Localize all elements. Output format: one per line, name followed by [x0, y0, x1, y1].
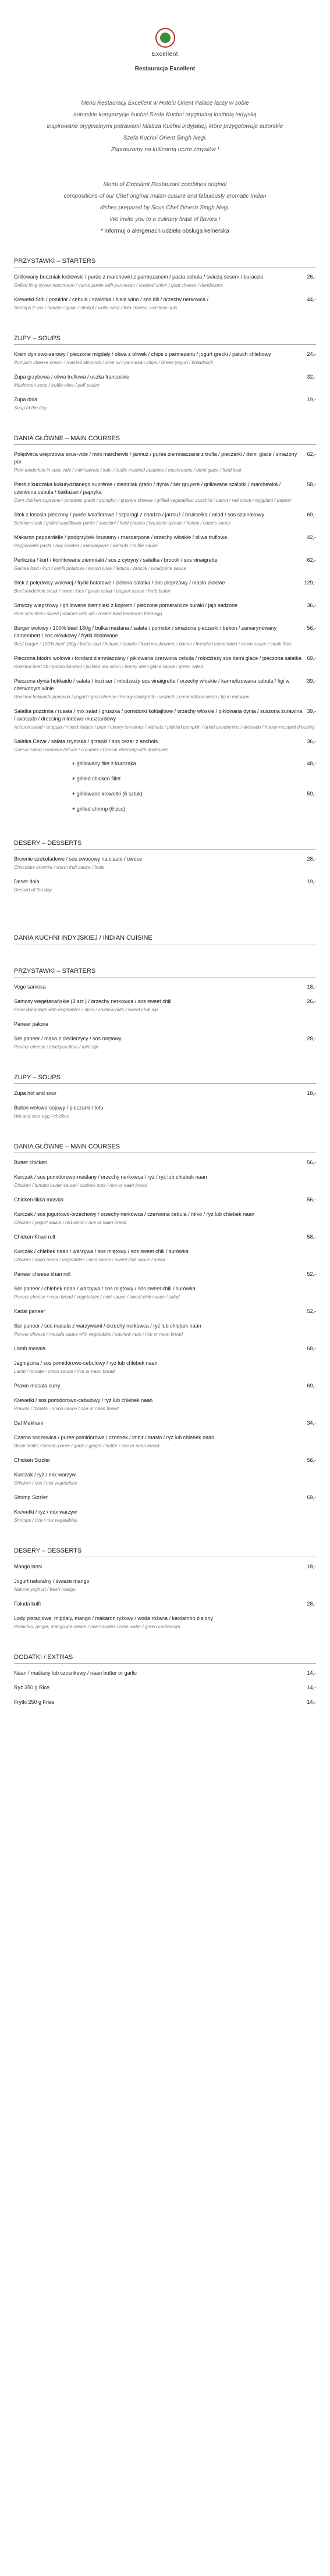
menu-item-description: Chicken / tomato butter sauce / cashew nuts / rice or naan bread — [14, 1183, 148, 1188]
section-title: DODATKI / EXTRAS — [14, 1654, 316, 1664]
menu-item-row — [14, 1578, 316, 1585]
menu-item-name: Zupa dnia — [14, 397, 38, 402]
menu-item — [14, 983, 316, 991]
menu-item-description: Prawns / tomato - onion sauce / rice or naan bread — [14, 1406, 119, 1411]
menu-item-row — [14, 1669, 316, 1677]
logo-emblem — [155, 28, 175, 48]
menu-item-price: 56,- — [307, 1457, 316, 1463]
menu-item-description: Paneer cheese / naan bread / vegetables / mint sauce / sweet chili sauce / salad — [14, 1294, 180, 1300]
menu-item-description: Chicken / yogurt sauce / red onion / rice or naan bread — [14, 1220, 126, 1225]
menu-section — [14, 1654, 316, 1706]
logo-block — [14, 0, 316, 58]
menu-item-price: 18,- — [307, 1090, 316, 1096]
menu-item-description: Mushroom soup / truffle olive / puff pastry — [14, 383, 100, 388]
intro-polish — [14, 98, 316, 156]
menu-item-name: Ser paneer / sos masala z warzywami / orzechy nerkowca / ryż lub chlebek naan — [14, 1323, 201, 1329]
menu-item-price: 14,- — [307, 1685, 316, 1690]
menu-item-name: Stek z łososia pieczony / purée kalafiorowe / szparagi z chorizo / jarmuż / brukselka / miód / sos szpinakowy — [14, 512, 265, 518]
menu-item-row — [14, 373, 316, 381]
menu-item-name: Butter chicken — [14, 1159, 48, 1165]
menu-item-description: Grilled king oyster mushroom / carrot purée with parmesan / roasted onion / goat cheese / dandelions — [14, 283, 223, 288]
menu-item-description: Beef tenderloin steak / sweet fries / green salad / pepper sauce / herb butter — [14, 588, 171, 594]
menu-item — [14, 1248, 316, 1264]
menu-item-price: 19,- — [307, 397, 316, 402]
menu-item — [14, 451, 316, 474]
menu-extra-row — [72, 791, 316, 801]
menu-item-description: Paneer cheese / chickpea flour / mint dip — [14, 1044, 98, 1050]
menu-item — [14, 1211, 316, 1226]
menu-item — [14, 273, 316, 289]
menu-item-description: Pork schnitzel / sliced potatoes with dill / rosted fried beetroot / fried egg — [14, 611, 162, 616]
menu-item — [14, 655, 316, 670]
menu-extra-name: + grillowane krewetki (6 sztuk) — [72, 791, 143, 797]
menu-item-row — [14, 1248, 316, 1255]
menu-item-name: Brownie czekoladowe / sos owocowy na ciasto / owoce — [14, 856, 143, 862]
menu-item-price: 39,- — [307, 678, 316, 684]
menu-item-row — [14, 1308, 316, 1315]
menu-item-row — [14, 738, 316, 745]
menu-extra-name: + grilled shrimp (6 pcs) — [72, 806, 126, 812]
menu-item-price: 68,- — [307, 1346, 316, 1351]
menu-item — [14, 855, 316, 871]
menu-item-price: 19,- — [307, 879, 316, 884]
menu-item-price: 28,- — [307, 856, 316, 862]
menu-item — [14, 708, 316, 731]
menu-item-description: Black lentils / tomato purée / garlic / ginger / butter / rice or naan bread — [14, 1443, 159, 1448]
menu-extra-row — [72, 776, 316, 786]
menu-item — [14, 481, 316, 504]
menu-item-name: Chicken Khari roll — [14, 1234, 55, 1240]
menu-item-description: Shrimps / rice / mix vegetables — [14, 1518, 77, 1523]
menu-item-name: Krewetki Stół / pomidor / cebula / szalotka / biała wino / sos tlili / orzechy nerkowca / — [14, 297, 209, 302]
menu-item-name: Deser dnia — [14, 879, 40, 884]
intro-english — [14, 179, 316, 226]
menu-item — [14, 1308, 316, 1315]
menu-item — [14, 1233, 316, 1241]
menu-item-row — [14, 1471, 316, 1479]
menu-item-price: 42,- — [307, 534, 316, 540]
menu-item-name: Samosy wegetariańskie (3 szt.) / orzechy nerkowca / sos sweet chili — [14, 998, 172, 1004]
menu-item-row — [14, 1104, 316, 1112]
intro-line: Menu of Excellent Restaurant combines original — [103, 181, 227, 188]
menu-item-description: Hot and sour egg / chicken — [14, 1114, 70, 1119]
indian-cuisine-header: DANIA KUCHNI INDYJSKIEJ / INDIAN CUISINE — [14, 934, 316, 944]
menu-item-name: Krem dyniowo-serowy / pieczone migdały / oliwa z oliwek / chips z parmezanu / jogurt grecki / paluch chlebowy — [14, 351, 271, 357]
menu-item-price: 24,- — [307, 351, 316, 357]
intro-line: Szefa Kuchni Orient Singh Negi. — [123, 135, 207, 141]
menu-item — [14, 1600, 316, 1608]
menu-item-name: Burger wołowy / 100% beef 180g / bułka maślana / sałata / pomidor / smażona pieczarki / bekon / zamarynowany camembert / sos ołówkowy / frytki dodawane — [14, 625, 277, 638]
menu-item-name: Paneer cheese khari roll — [14, 1271, 71, 1277]
menu-item-row — [14, 677, 316, 693]
menu-item-row — [14, 396, 316, 404]
menu-item-description: Fried dumplings with vegetables / 3pcs / cashew nuts / sweet chilli dip — [14, 1007, 158, 1012]
menu-item-row — [14, 579, 316, 587]
menu-item-price: 39,- — [307, 708, 316, 714]
menu-item-price: 14,- — [307, 1670, 316, 1676]
menu-item-row — [14, 1173, 316, 1181]
menu-item-row — [14, 556, 316, 564]
menu-item-name: Sałatka Cezar / sałata rzymska / grzanki / sos cezar z anchois — [14, 738, 158, 744]
menu-item-name: Pierś z kurczaka kukurydzianego suprême / ziemniak gratin / dynia / ser gruyere / grillowane szalotki / marchewka / czerwona cebula / bakłażan / papryka — [14, 481, 281, 495]
menu-item-name: Pieczona biodro wołowe / fondant ziemniaczany / piklowana czerwona cebula / młodzieży sos demi glace / pieczona sałatka — [14, 655, 301, 661]
menu-item-name: Kurczak / chlebek naan / warzywa / sos miętowy / sos sweet chili / surówka — [14, 1248, 189, 1254]
menu-section — [14, 258, 316, 312]
menu-item-price: 32,- — [307, 374, 316, 380]
menu-item — [14, 1035, 316, 1051]
menu-item — [14, 1508, 316, 1524]
menu-section — [14, 840, 316, 894]
menu-item-row — [14, 1035, 316, 1043]
menu-item-row — [14, 1699, 316, 1706]
menu-extra-price: 48,- — [307, 761, 316, 766]
menu-item-description: Natural yoghurt / fresh mango — [14, 1587, 76, 1592]
menu-item-price: 28,- — [307, 1036, 316, 1041]
menu-item-description: Caesar salad / romaine lettuce / croutons / Caesar dressing with anchovies — [14, 747, 169, 752]
menu-item-row — [14, 1600, 316, 1608]
section-title: ZUPY – SOUPS — [14, 335, 316, 345]
menu-item — [14, 1173, 316, 1189]
menu-item — [14, 511, 316, 527]
menu-item-description: Chocolate brownie / warm fruit sauce / fruits — [14, 865, 105, 870]
menu-item-row — [14, 1382, 316, 1390]
menu-item — [14, 625, 316, 648]
menu-item-name: Vege samosa — [14, 984, 46, 990]
menu-item-price: 58,- — [307, 1234, 316, 1240]
menu-item-row — [14, 1494, 316, 1501]
menu-item-description: Paneer cheese / masala sauce with vegetables / cashew nuts / rice or naan bread — [14, 1332, 183, 1337]
menu-item-name: Grillowany boczniak królewski / purée z marchewki z parmezanem / pasta cebula / świeżą sosem / buraczki — [14, 274, 264, 280]
menu-item-description: Shrimps // sos / tomato / garlic / shallot / white wine / feta cheese / cashew nuts — [14, 305, 178, 311]
intro-line: dishes prepared by Sous Chef Dinesh Singh Negi. — [100, 205, 230, 211]
menu-item-row — [14, 1434, 316, 1442]
menu-item-price: 18,- — [307, 984, 316, 990]
menu-item-name: Jogurt naturalny / świeże mango — [14, 1578, 90, 1584]
menu-item — [14, 677, 316, 701]
menu-item-price: 34,- — [307, 1420, 316, 1426]
menu-item-row — [14, 625, 316, 640]
menu-item — [14, 373, 316, 389]
menu-item-price: 44,- — [307, 297, 316, 302]
menu-item-row — [14, 1615, 316, 1622]
menu-item-name: Krewetki / ryż / mix warzyw — [14, 1509, 77, 1515]
menu-item-price: 69,- — [307, 1383, 316, 1389]
section-title: DANIA GŁÓWNE – MAIN COURSES — [14, 435, 316, 445]
menu-extra-name: + grillowany filet z kurczaka — [72, 761, 136, 766]
menu-extra-row — [72, 806, 316, 816]
menu-item-price: 69,- — [307, 1494, 316, 1500]
menu-item — [14, 396, 316, 412]
menu-item-name: Chicken Sizzler — [14, 1457, 51, 1463]
menu-item — [14, 1382, 316, 1390]
menu-item-row — [14, 1397, 316, 1404]
main-menu — [14, 258, 316, 894]
menu-item-name: Kurczak / ryż / mix warzyw — [14, 1472, 76, 1478]
section-title: DESERY – DESSERTS — [14, 1547, 316, 1557]
menu-item-name: Polędwica wieprzowa sous-vide / mini marchewki / jarmuż / purée ziemniaczane z trufla / pieczarki / demi glace / smażony por — [14, 451, 297, 465]
indian-menu — [14, 968, 316, 1706]
menu-item-row — [14, 602, 316, 609]
menu-item — [14, 602, 316, 618]
allergen-notice: * informuj o alergenach udzieła obsługa kelnerska — [101, 228, 229, 234]
menu-item — [14, 1699, 316, 1706]
menu-item-row — [14, 1211, 316, 1218]
menu-item — [14, 1285, 316, 1301]
intro-line: Menu Restauracji Excellent w Hotelu Orient Palace łączy w sobie — [81, 100, 249, 106]
menu-item-name: Perliczka / kurt / konfitowane ziemniaki / sos z cytryny / sałatka / brocoli / sos vinaigrette — [14, 557, 218, 563]
menu-item-name: Naan / maślany lub czosnkowy / naan butter or garlic — [14, 1670, 137, 1676]
section-title: ZUPY – SOUPS — [14, 1074, 316, 1084]
menu-item-row — [14, 1684, 316, 1692]
menu-item-row — [14, 998, 316, 1005]
menu-item-row — [14, 1233, 316, 1241]
menu-item-price: 62,- — [307, 557, 316, 563]
menu-item-row — [14, 1457, 316, 1464]
menu-item-price: 36,- — [307, 602, 316, 608]
menu-item-name: Jagnięcina / sos pomidorowo-cebulowy / ryż lub chlebek naan — [14, 1360, 158, 1366]
intro-line: inspirowane oryginalnymi potrawami Mistrza Kuchni indyjskiej, które przygotowuje autorskie — [47, 123, 283, 130]
menu-item-price: 14,- — [307, 1699, 316, 1705]
menu-item-name: Lody pistacjowe, migdały, mango / makaron ryżowy / woda różana / kardamon zielony — [14, 1615, 213, 1621]
menu-item-name: Chicken tikka masala — [14, 1197, 64, 1203]
menu-item-name: Zupa grzybowa / oliwa truflowa / uszka francuskie — [14, 374, 130, 380]
menu-item-row — [14, 511, 316, 519]
section-title: DESERY – DESSERTS — [14, 840, 316, 850]
menu-item-row — [14, 1159, 316, 1166]
menu-item-description: Chicken / naan bread / vegetables / mint sauce / sweet chili sauce / salad — [14, 1257, 165, 1262]
menu-item-row — [14, 481, 316, 496]
menu-item-row — [14, 1285, 316, 1293]
menu-item — [14, 1021, 316, 1028]
menu-item — [14, 351, 316, 366]
menu-item-description: Roasted hokkaido pumpkin / yogurt / goat cheese / honey vinaigrette / walnuts / caramelized onion / fig in red wine — [14, 694, 250, 700]
menu-item-name: Smyczy wieprzowy / grillowane ziemniaki z koprem / pieczone pomarańcze buraki / jajo sadzone — [14, 602, 238, 608]
menu-item — [14, 1669, 316, 1677]
menu-item-price: 56,- — [307, 1159, 316, 1165]
menu-extra-price: 59,- — [307, 791, 316, 797]
section-title: PRZYSTAWKI – STARTERS — [14, 968, 316, 977]
menu-item-description: Chicken / rice / mix vegetables — [14, 1480, 77, 1486]
menu-item-row — [14, 1021, 316, 1028]
intro-line: Zapraszamy na kulinarną ucztę zmysłów ! — [111, 147, 219, 153]
menu-item — [14, 1684, 316, 1692]
menu-item — [14, 1271, 316, 1278]
menu-item-row — [14, 1419, 316, 1427]
menu-item-name: Ser paneer / mąka z ciecierzycy / sos miętowy — [14, 1036, 122, 1041]
menu-item-price: 18,- — [307, 1564, 316, 1569]
menu-item-row — [14, 1271, 316, 1278]
menu-item-row — [14, 351, 316, 358]
menu-item-price: 58,- — [307, 481, 316, 487]
menu-item-name: Sałatka pozzimia / rusała / mix sałat / gruszka / pomidorki koktajlowe / orzechy włoskie / piklowana dynia / suszona żurawina / avocado / dressing miodowo-musztardowy — [14, 708, 303, 722]
menu-item-row — [14, 273, 316, 281]
menu-item-row — [14, 1360, 316, 1367]
menu-item — [14, 1159, 316, 1166]
menu-item-row — [14, 983, 316, 991]
menu-item-price: 129,- — [304, 580, 316, 586]
menu-item-name: Czarna soczewica / purée pomidorowe / czosnek / imbir / masło / ryż lub chlebek naan — [14, 1435, 215, 1440]
restaurant-name: Restauracja Excellent — [134, 66, 196, 72]
menu-item-price: 62,- — [307, 451, 316, 457]
menu-item-price: 69,- — [307, 512, 316, 518]
menu-item-name: Ryż 250 g Rice — [14, 1685, 50, 1690]
menu-item — [14, 1471, 316, 1487]
menu-item-price: 69,- — [307, 655, 316, 661]
menu-section — [14, 435, 316, 816]
menu-item-row — [14, 534, 316, 541]
menu-item — [14, 1494, 316, 1501]
menu-section — [14, 1143, 316, 1524]
menu-item-description: Autumn salad / arugula / mixed lettuce / pear / cherry tomatoes / walnuts / pickled pumpkin / dried cranberries / avocado / honey-mustard dressing — [14, 725, 315, 730]
menu-item-price: 56,- — [307, 1197, 316, 1203]
menu-extra-name: + grilled chicken fillet — [72, 776, 121, 782]
menu-item-price: 52,- — [307, 1308, 316, 1314]
menu-item-name: Bulion wołowo-sojowy / pieczarki / tofu — [14, 1105, 104, 1111]
menu-item-name: Lamb masala — [14, 1346, 46, 1351]
menu-item — [14, 1196, 316, 1204]
menu-item-price: 28,- — [307, 1601, 316, 1607]
menu-item-price: 36,- — [307, 738, 316, 744]
menu-item-name: Shrimp Sizzler — [14, 1494, 48, 1500]
menu-section — [14, 1074, 316, 1120]
menu-item-description: Pistachio, ginger, mango ice cream / rice noodles / rose water / green cardamom — [14, 1624, 180, 1629]
menu-item — [14, 1434, 316, 1450]
menu-item — [14, 1457, 316, 1464]
menu-section — [14, 968, 316, 1051]
menu-item-name: Ser paneer / chlebek naan / warzywa / sos miętowy / sos sweet chili / surówka — [14, 1286, 196, 1291]
menu-item-row — [14, 708, 316, 723]
menu-item-name: Kurczak / sos jogurtowo-orzechowy / orzechy nerkowca / czerwona cebula / mlko / ryż lub chlebek naan — [14, 1211, 255, 1217]
menu-item — [14, 1322, 316, 1338]
menu-item-name: Paneer pakora — [14, 1021, 49, 1027]
menu-item-description: Beef burger / 100% beef 180g / butter bun / lettuce / tomato / fried mushrooms / bacon / breaded camembert / onion sauce / steak fries — [14, 641, 292, 647]
menu-item-price: 52,- — [307, 1271, 316, 1277]
menu-item-name: Faluda kulfi — [14, 1601, 41, 1607]
menu-item-row — [14, 1563, 316, 1571]
menu-item-name: Zupa hot and sour — [14, 1090, 57, 1096]
menu-item-description: Pumpkin cheese cream / roasted almonds / olive oil / parmesan chips / Greek yogurt / breadstick — [14, 360, 213, 365]
menu-section — [14, 1547, 316, 1630]
menu-item-row — [14, 1322, 316, 1330]
menu-item — [14, 556, 316, 572]
menu-item — [14, 738, 316, 754]
intro-line: We invite you to a culinary feast of flavors ! — [109, 216, 221, 223]
menu-item-name: Frytki 250 g Fries — [14, 1699, 55, 1705]
section-title: DANIA GŁÓWNE – MAIN COURSES — [14, 1143, 316, 1153]
menu-item — [14, 296, 316, 312]
menu-item-name: Makaron pappardelle / podgrzybek brunatny / mascarpone / orzechy włoskie / oliwa truflowa — [14, 534, 228, 540]
menu-item-description: Guinea fowl / kurt / confit potatoes / lemon juice / lettuce / brocoli / vinaigrette sauce — [14, 566, 186, 571]
menu-item-description: Roasted beef rib / potato fondant / pickled red onion / honey demi glace sauce / green salad — [14, 664, 204, 669]
menu-item-row — [14, 878, 316, 886]
menu-item-name: Krewetki / sos pomidorowo-cebulowy / ryż lub chlebek naan — [14, 1397, 153, 1403]
menu-item-row — [14, 1345, 316, 1353]
menu-item-name: Stek z polędwicy wołowej / frytki batatowe / zielona sałatka / sos pieprzowy / masło ziołowe — [14, 580, 225, 586]
menu-item-name: Pieczona dynia hokkaido / sałata / kozi ser / młodzieży sos vinaigrette / orzechy włoskie / karmelizowana cebula / figi w czerwonym winie — [14, 678, 290, 691]
menu-item — [14, 1397, 316, 1412]
menu-item-row — [14, 451, 316, 466]
menu-item-description: Dessert of the day — [14, 887, 52, 893]
menu-item-name: Mango lassi — [14, 1564, 42, 1569]
menu-item — [14, 1360, 316, 1375]
menu-item-row — [14, 296, 316, 304]
menu-item — [14, 1563, 316, 1571]
menu-item-price: 56,- — [307, 625, 316, 631]
menu-item-row — [14, 655, 316, 662]
menu-item — [14, 1578, 316, 1593]
menu-item-name: Dal Makhani — [14, 1420, 44, 1426]
menu-item — [14, 1104, 316, 1120]
logo-text: Excellent — [151, 51, 179, 58]
menu-item-description: Pork tenderloin in sous vide / mini carrots / kale / truffle mashed potatoes / mushrooms / demi glace / fried leek — [14, 468, 242, 473]
menu-item-name: Kadai paneer — [14, 1308, 45, 1314]
menu-item — [14, 1090, 316, 1097]
menu-item — [14, 1419, 316, 1427]
menu-item-price: 26,- — [307, 998, 316, 1004]
menu-item-description: Lamb / tomato - onion sauce / rice or naan bread — [14, 1369, 115, 1374]
menu-item — [14, 579, 316, 595]
menu-item — [14, 1345, 316, 1353]
menu-item-description: Salmon steak / grilled cauliflower purée / zucchini / fried chorizo / brussels sprouts / honey / capers sauce — [14, 520, 231, 526]
menu-item-name: Prawn masala curry — [14, 1383, 61, 1389]
menu-extra-row — [72, 761, 316, 771]
menu-item-name: Kurczak / sos pomidorowo-maślany / orzechy nerkowca / ryż / ryż lub chlebek naan — [14, 1174, 207, 1180]
menu-item — [14, 534, 316, 550]
menu-item-row — [14, 1196, 316, 1204]
menu-item-row — [14, 855, 316, 863]
intro-line: compositions of our Chef original Indian cuisine and fabulously aromatic Indian — [63, 193, 267, 199]
menu-item-description: Soup of the day — [14, 405, 47, 411]
menu-item-row — [14, 1508, 316, 1516]
menu-item — [14, 878, 316, 894]
intro-line: autorskie kompozycje kuchni Szefa Kuchni oryginalną kuchnią indyjską — [73, 112, 257, 118]
menu-item-description: Pappardelle pasta / bay boletes / mascarpone / walnuts / truffle sauce — [14, 543, 158, 548]
section-title: PRZYSTAWKI – STARTERS — [14, 258, 316, 267]
menu-item-description: Corn chicken supreme / potatoes gratin / pumpkin / gruyere cheese / grilled vegetables: zucchini / carrot / red onion / eggplant / pepper — [14, 498, 292, 503]
menu-extras — [72, 761, 316, 816]
menu-item — [14, 998, 316, 1014]
menu-section — [14, 335, 316, 412]
menu-item — [14, 1615, 316, 1630]
logo-emblem-center — [160, 33, 171, 43]
menu-item-row — [14, 1090, 316, 1097]
menu-item-price: 26,- — [307, 274, 316, 280]
